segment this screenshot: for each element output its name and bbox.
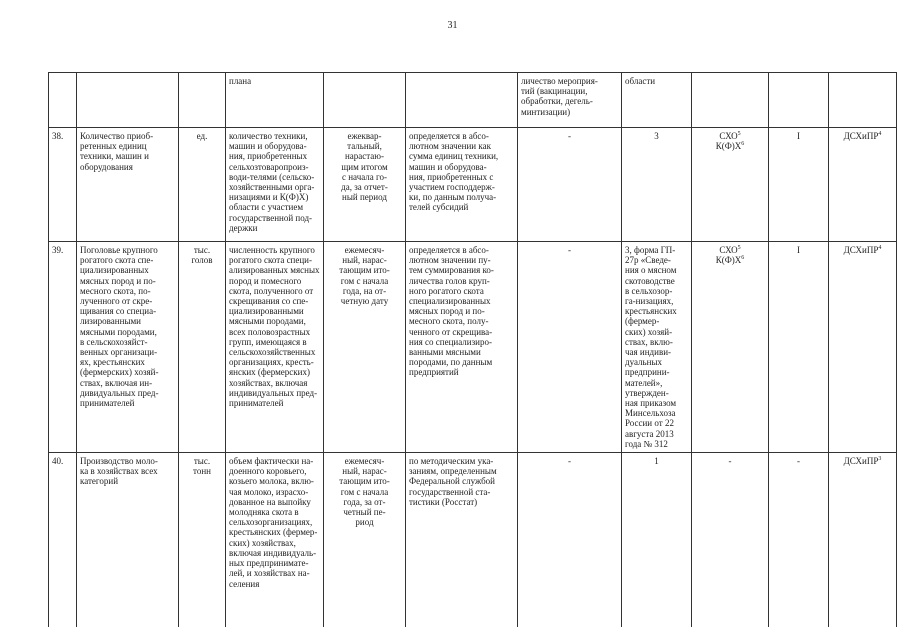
responsible-name: ДСХиПР: [843, 131, 879, 141]
executors: [692, 242, 769, 453]
responsible: [829, 128, 897, 242]
level: -: [769, 453, 829, 628]
level: I: [769, 242, 829, 453]
cell-blank: [406, 73, 518, 128]
calc-method: количество техники, машин и оборудова- ния, приобретенных сельхозтоваропроиз- води-телями (сельско- хозяйственными орга- низациями и К(Ф)Х) области с участием государственной под- держки: [226, 128, 324, 242]
calc-method: численность крупного рогатого скота специ- ализированных мясных пород и помесного скота, полученного от скрещивания со спе- циализированными мясными породами, всех половозрастных групп, имеющаяся в сельскохозяйственных организациях, кресть- янских (фермерских) хозяйствах, включая индивидуальных пред- принимателей: [226, 242, 324, 453]
target-value: 3: [622, 128, 692, 242]
period: ежеквар- тальный, нарастаю- щим итогом с начала го- да, за отчет- ный период: [324, 128, 406, 242]
base-value: -: [518, 242, 622, 453]
responsible-note: 4: [878, 245, 882, 251]
executor-1: -: [728, 456, 732, 467]
indicator-name: Количество приоб- ретенных единиц техники, машин и оборудования: [77, 128, 179, 242]
target-value: 3, форма ГП- 27р «Сведе- ния о мясном скотоводстве в сельхозор- га-низациях, крестьянских (фермер- ских) хозяй- ствах, вклю- чая индиви- дуальных предприни- мателей», утвержден- ная приказом Минсельхоза России от 22 августа 2013 года № 312: [622, 242, 692, 453]
period: ежемесяч- ный, нарас- тающим ито- гом с начала года, за от- четный пе- риод: [324, 453, 406, 628]
cell-resp: [829, 73, 897, 128]
executors: [692, 128, 769, 242]
table-row: [49, 242, 897, 453]
executor-2: К(Ф)Х: [715, 141, 742, 152]
base-value: -: [518, 453, 622, 628]
responsible-name: ДСХиПР: [843, 245, 879, 255]
row-number: 40.: [49, 453, 77, 628]
responsible-name: ДСХиПР: [843, 456, 879, 467]
calc-method: объем фактически на- доенного коровьего, козьего молока, вклю- чая молоко, израсхо- дованное на выпойку молодняка скота в сельхозорганизациях, крестьянских (фермер- ских) хозяйствах, включая индивидуаль- ных предпринимате- лей, и хозяйствах на- селения: [226, 453, 324, 628]
executor-2-note: 6: [741, 141, 745, 148]
cell-source: личество мероприя- тий (вакцинации, обработки, дегель- минтизации): [518, 73, 622, 128]
unit: тыс. голов: [179, 242, 226, 453]
data-source: определяется в абсо- лютном значении пу- тем суммирования ко- личества голов круп- ного рогатого скота специализированных мясных пород и по- месного скота, полу- ченного от скрещива- ния со специализиро- ванными мясными породами, по данным предприятий: [406, 242, 518, 453]
cell-exec: [692, 73, 769, 128]
executor-1-note: 5: [737, 131, 741, 137]
executors: [692, 453, 769, 628]
cell-method: плана: [226, 73, 324, 128]
cell-name: [77, 73, 179, 128]
table-row: [49, 128, 897, 242]
data-source: определяется в абсо- лютном значении как сумма единиц техники, машин и оборудова- ния, приобретенных с участием господдерж- ки, по данным получа- телей субсидий: [406, 128, 518, 242]
executor-2-note: 6: [741, 255, 745, 262]
page-number: 31: [447, 20, 458, 31]
cell-unit: [179, 73, 226, 128]
data-source: по методическим ука- заниям, определенным Федеральной службой государственной ста- тистики (Росстат): [406, 453, 518, 628]
table-row: [49, 453, 897, 628]
cell-level: [769, 73, 829, 128]
unit: тыс. тонн: [179, 453, 226, 628]
indicators-table: [48, 72, 897, 627]
base-value: -: [518, 128, 622, 242]
responsible: [829, 453, 897, 628]
target-value: 1: [622, 453, 692, 628]
executor-1-note: 5: [737, 245, 741, 251]
unit: ед.: [179, 128, 226, 242]
cell-period: [324, 73, 406, 128]
cell-num: [49, 73, 77, 128]
responsible-note: 3: [878, 456, 882, 463]
continuation-row: [49, 73, 897, 128]
indicator-name: Производство моло- ка в хозяйствах всех категорий: [77, 453, 179, 628]
executor-1: СХО: [719, 131, 738, 141]
level: I: [769, 128, 829, 242]
row-number: 38.: [49, 128, 77, 242]
responsible-note: 4: [878, 131, 882, 137]
executor-2: К(Ф)Х: [715, 255, 742, 266]
row-number: 39.: [49, 242, 77, 453]
responsible: [829, 242, 897, 453]
period: ежемесяч- ный, нарас- тающим ито- гом с начала года, на от- четную дату: [324, 242, 406, 453]
executor-1: СХО: [719, 245, 738, 255]
indicator-name: Поголовье крупного рогатого скота спе- циализированных мясных пород и по- месного скота, по- лученного от скре- щивания со специа- лизированными мясными породами, в сельскохозяйст- венных организаци- ях, крестьянских (фермерских) хозяй- ствах, включая ин- дивидуальных пред- принимателей: [77, 242, 179, 453]
cell-target: области: [622, 73, 692, 128]
